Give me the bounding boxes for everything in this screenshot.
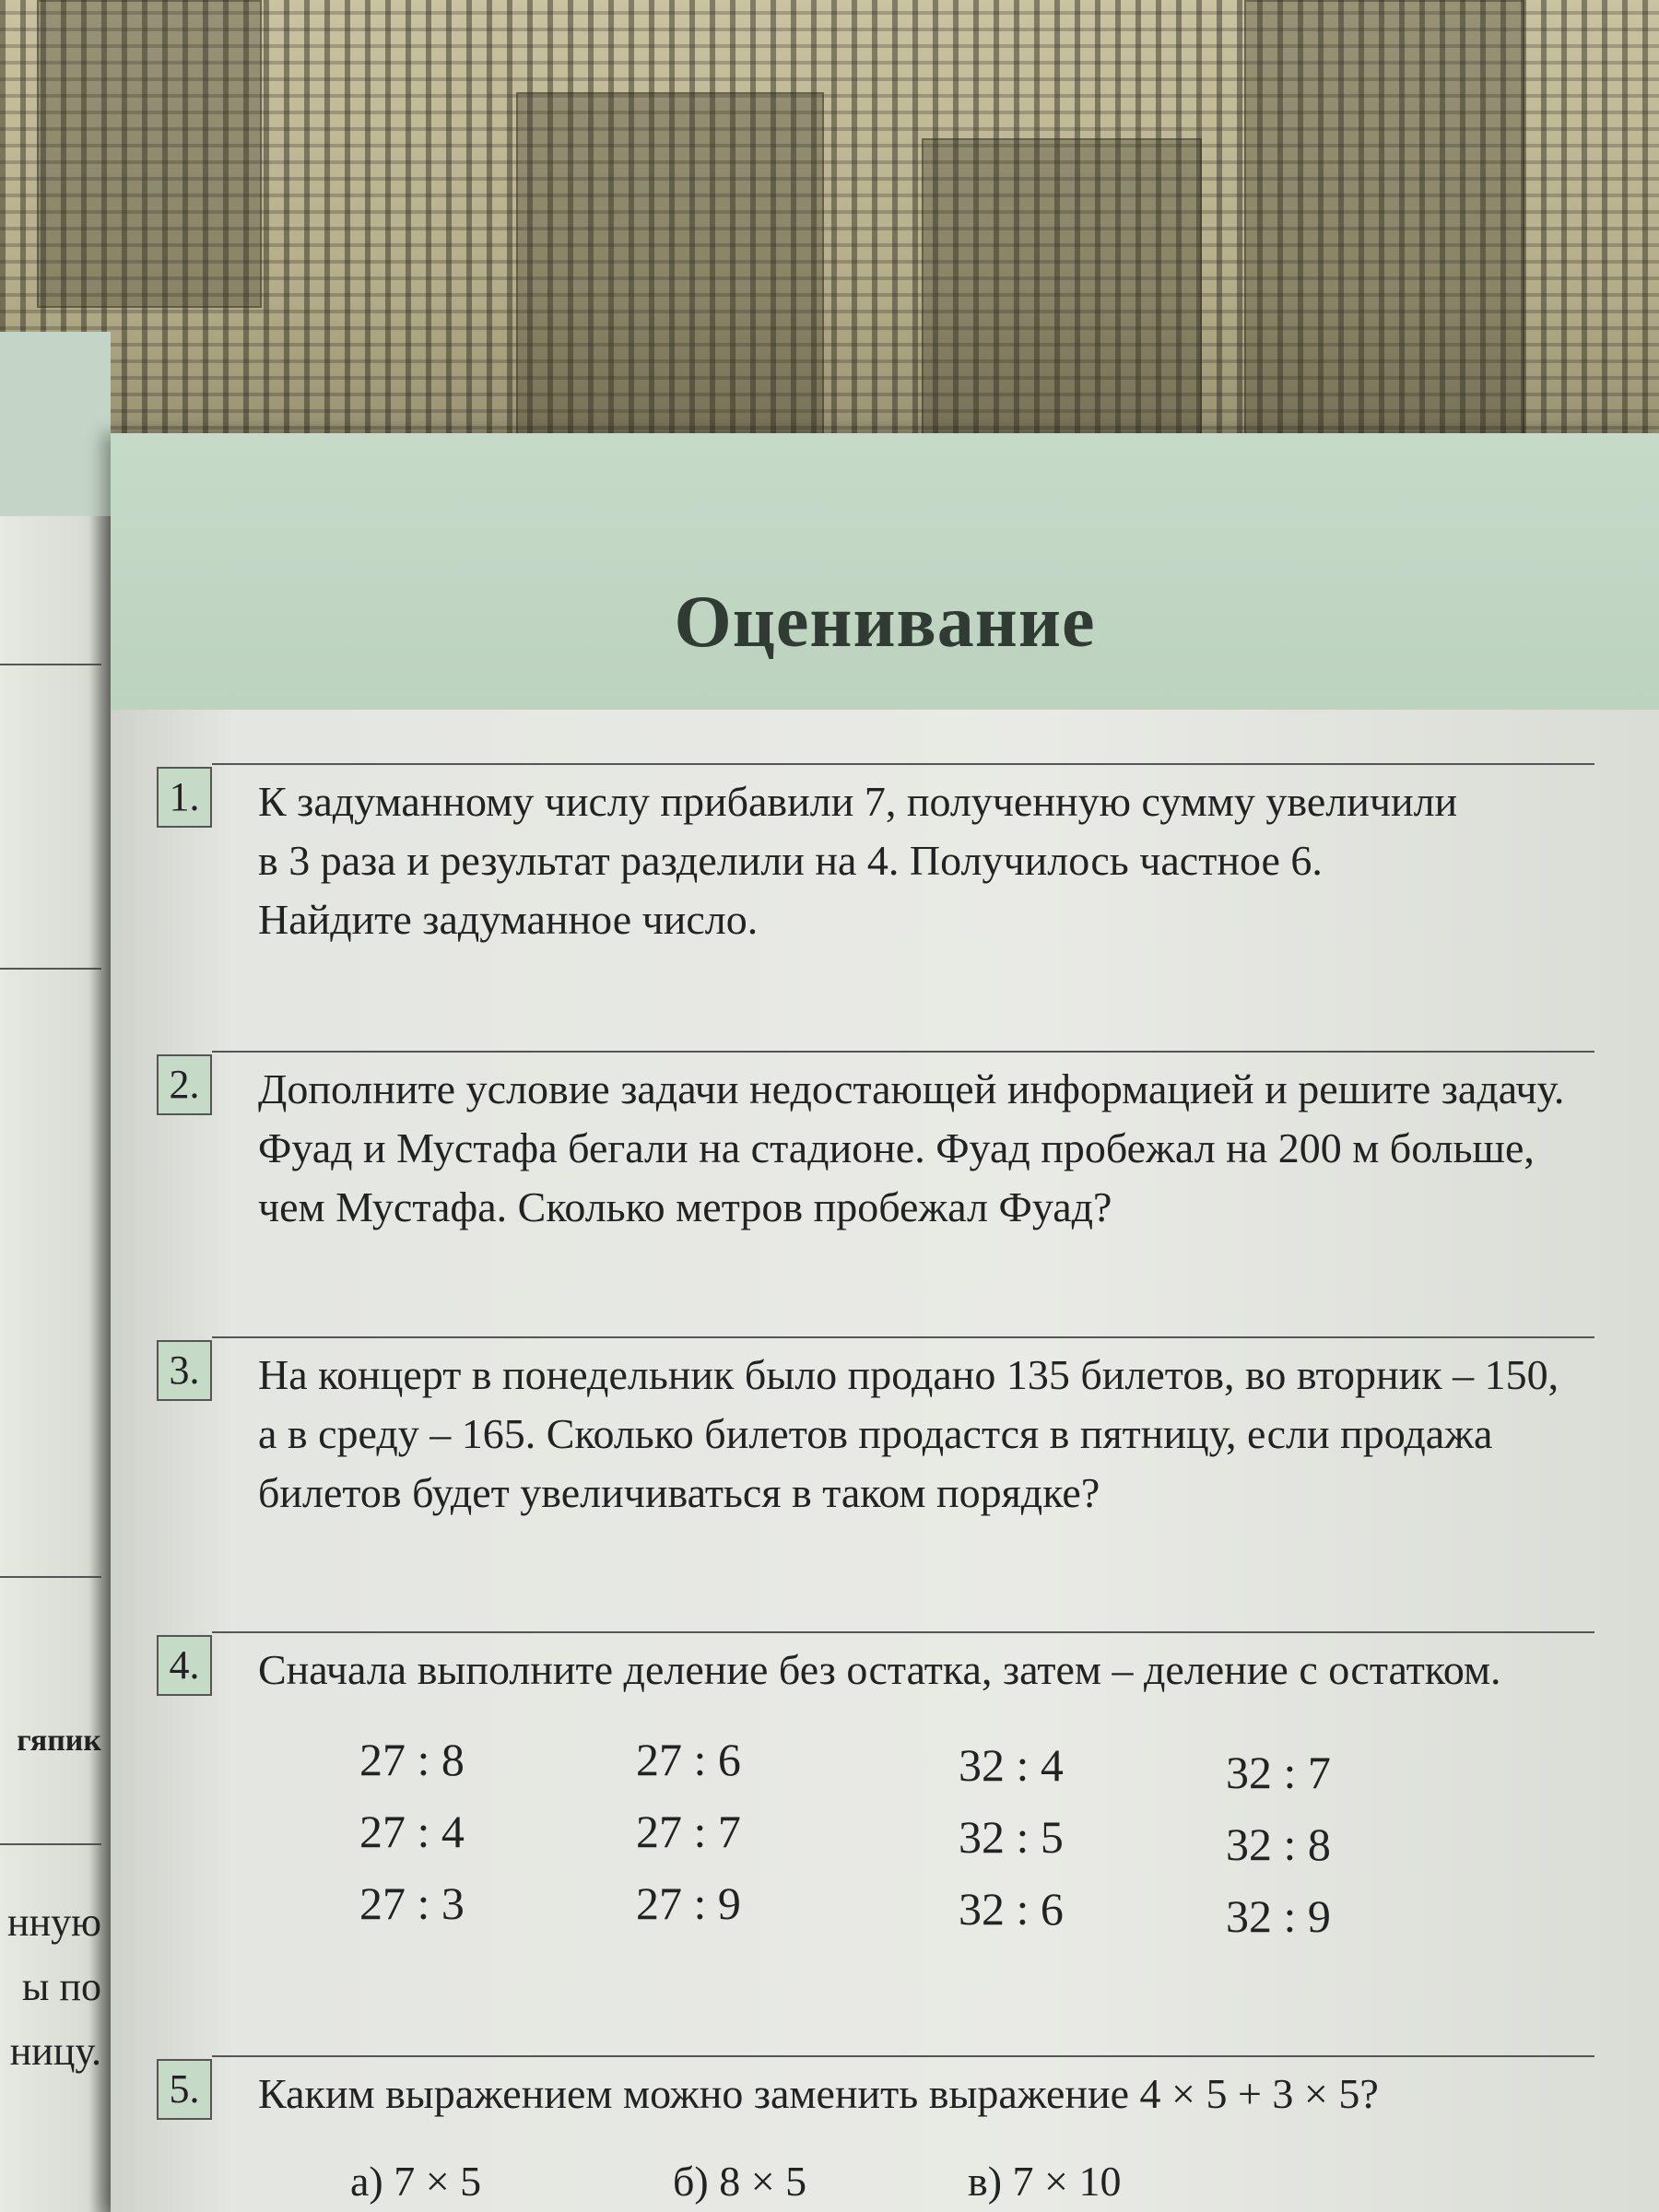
task-text-line: Каким выражением можно заменить выражение 4 × 5 + 3 × 5? (258, 2070, 1379, 2117)
facing-page-fragment: ы по (21, 1964, 101, 2009)
task-text-line: чем Мустафа. Сколько метров пробежал Фуад? (258, 1183, 1112, 1230)
task-divider (212, 1051, 1594, 1053)
facing-page-header-band (0, 332, 111, 516)
facing-page (0, 332, 111, 2212)
facing-page-fragment: гяпик (17, 1724, 101, 1758)
task-1 (157, 763, 1594, 1003)
task-divider (212, 763, 1594, 765)
task-divider (212, 2055, 1594, 2057)
task-text (258, 772, 1576, 949)
answer-option: в) 7 × 10 (968, 2158, 1122, 2205)
division-expression: 32 : 5 (959, 1811, 1064, 1863)
page-title: Оценивание (674, 582, 1096, 663)
task-text-line: Дополните условие задачи недостающей информацией и решите задачу. (258, 1065, 1565, 1112)
task-text (258, 1346, 1576, 1523)
division-expression: 27 : 6 (636, 1734, 741, 1785)
facing-page-fragment: ницу. (9, 2029, 101, 2074)
division-expression: 27 : 7 (636, 1806, 741, 1857)
task-number: 5. (157, 2059, 212, 2120)
task-text-line: билетов будет увеличиваться в таком порядке? (258, 1469, 1100, 1516)
task-divider (212, 1631, 1594, 1633)
task-number: 1. (157, 767, 212, 828)
division-expression: 27 : 9 (636, 1877, 741, 1929)
task-2 (157, 1051, 1594, 1290)
division-expression: 32 : 8 (1226, 1818, 1331, 1870)
task-text-line: а в среду – 165. Сколько билетов продастся в пятницу, если продажа (258, 1410, 1493, 1457)
facing-page-rule (0, 968, 101, 970)
task-text-line: в 3 раза и результат разделили на 4. Получилось частное 6. (258, 837, 1323, 884)
facing-page-rule (0, 664, 101, 665)
task-number: 2. (157, 1054, 212, 1115)
division-expression: 32 : 4 (959, 1739, 1064, 1791)
task-text-line: Фуад и Мустафа бегали на стадионе. Фуад пробежал на 200 м больше, (258, 1124, 1535, 1171)
division-expression: 27 : 4 (359, 1806, 465, 1857)
page-header-band (111, 433, 1659, 710)
task-number: 3. (157, 1340, 212, 1401)
task-text-line: К задуманному числу прибавили 7, полученную сумму увеличили (258, 778, 1458, 825)
task-divider (212, 1336, 1594, 1338)
division-expression: 32 : 9 (1226, 1890, 1331, 1942)
facing-page-fragment: нную (7, 1900, 101, 1945)
task-text (258, 2065, 1576, 2124)
division-expression: 27 : 8 (359, 1734, 465, 1785)
division-expression: 32 : 6 (959, 1883, 1064, 1935)
task-text (258, 1060, 1576, 1237)
wallpaper-background (0, 0, 1659, 479)
division-expression: 27 : 3 (359, 1877, 465, 1929)
facing-page-rule (0, 1576, 101, 1578)
facing-page-rule (0, 1843, 101, 1845)
task-number: 4. (157, 1635, 212, 1696)
task-5 (157, 2055, 1594, 2212)
task-text-line: На концерт в понедельник было продано 135 билетов, во вторник – 150, (258, 1351, 1559, 1398)
task-text-line: Сначала выполните деление без остатка, затем – деление с остатком. (258, 1646, 1501, 1693)
task-text-line: Найдите задуманное число. (258, 896, 759, 943)
answer-option: а) 7 × 5 (350, 2158, 482, 2205)
task-text (258, 1641, 1576, 1700)
textbook-page (111, 433, 1659, 2212)
task-3 (157, 1336, 1594, 1576)
task-4 (157, 1631, 1594, 2018)
answer-option: б) 8 × 5 (673, 2158, 807, 2205)
division-expression: 32 : 7 (1226, 1747, 1331, 1798)
